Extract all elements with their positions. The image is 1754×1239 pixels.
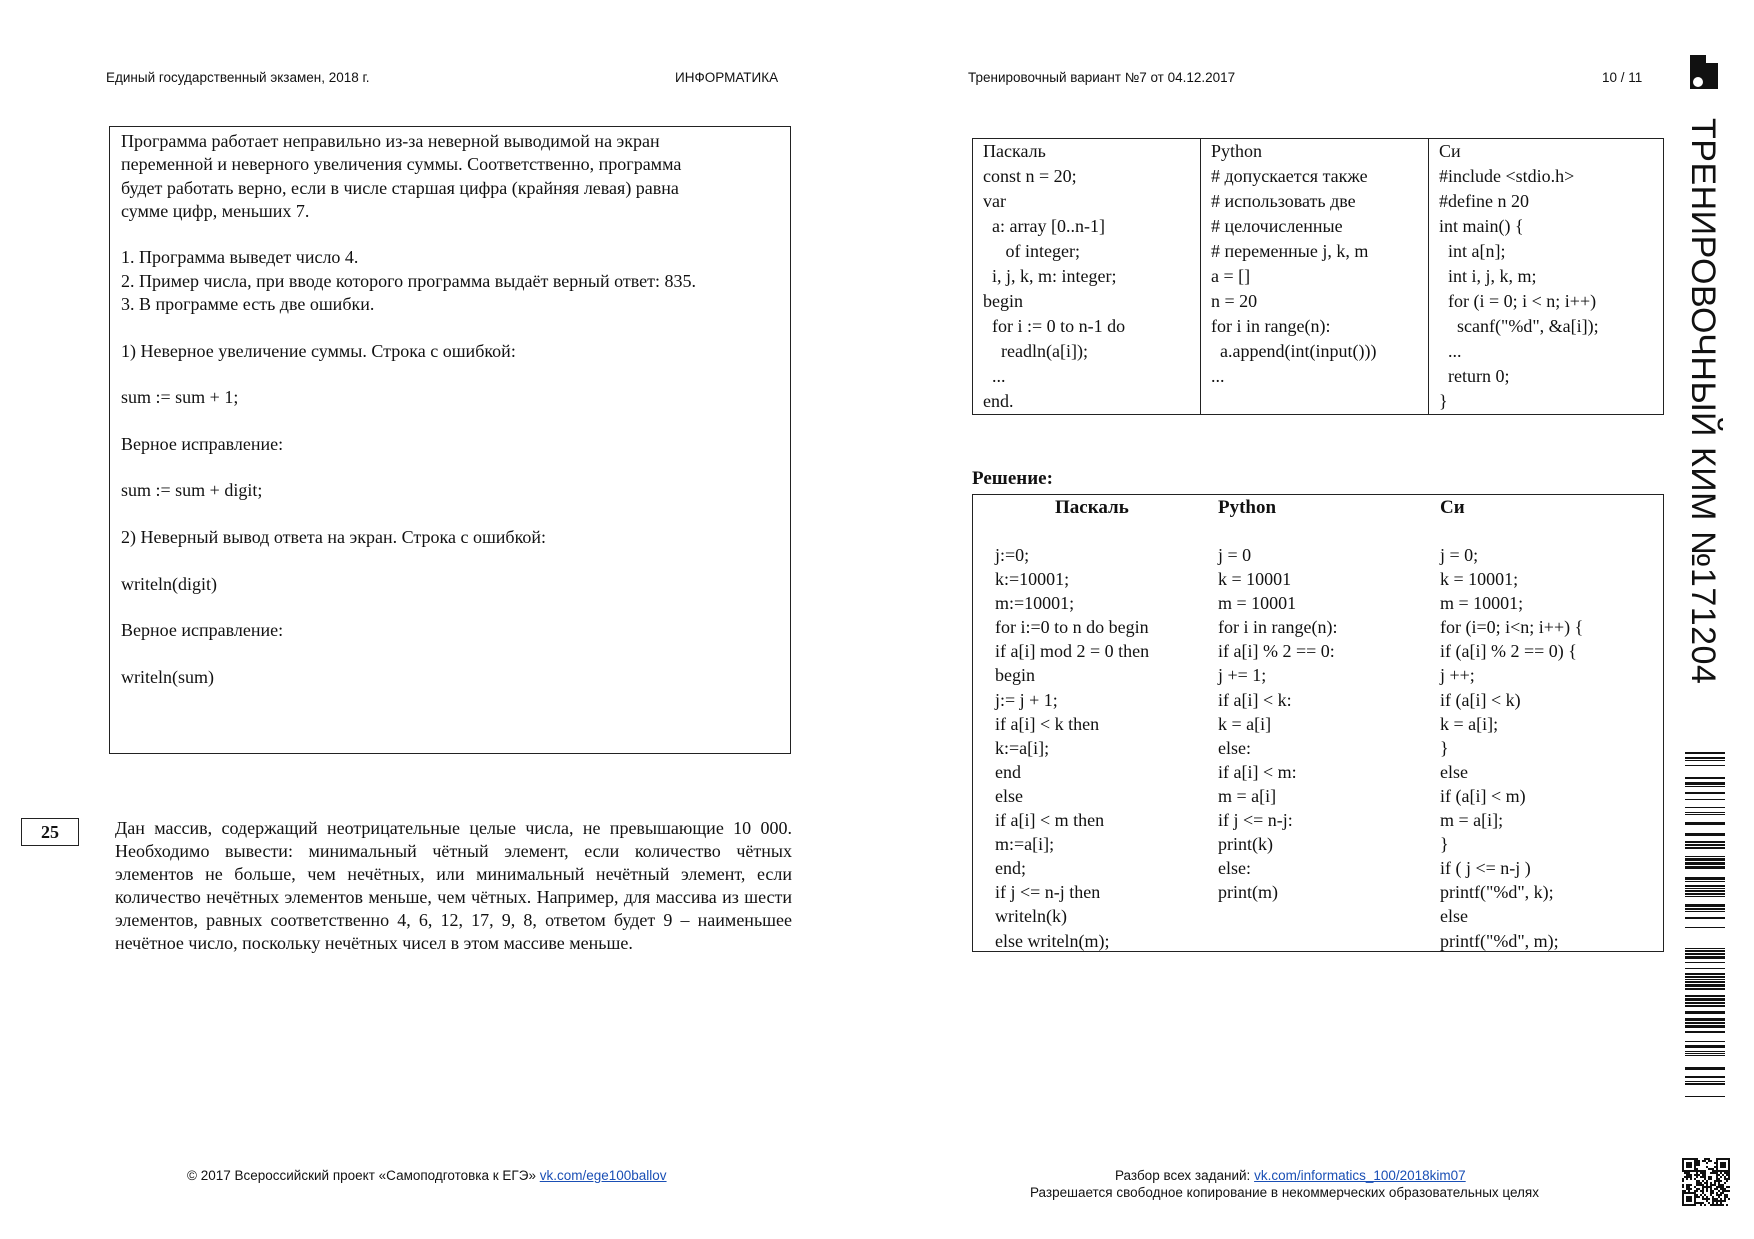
solution-pascal-line: begin bbox=[995, 665, 1035, 686]
pascal-template-line: Паскаль bbox=[983, 141, 1046, 161]
answer-line bbox=[121, 223, 779, 246]
solution-pascal-line: if a[i] mod 2 = 0 then bbox=[995, 641, 1150, 662]
pascal-template-line: var bbox=[983, 191, 1006, 211]
solution-pascal-line: m:=10001; bbox=[995, 593, 1075, 614]
solution-python-line: if a[i] < m: bbox=[1218, 761, 1297, 782]
solution-pascal-line: k:=10001; bbox=[995, 569, 1070, 590]
solution-python-column bbox=[1218, 495, 1337, 904]
answer-line: переменной и неверного увеличения суммы. Соответственно, программа bbox=[121, 154, 682, 175]
answer-line bbox=[121, 363, 779, 386]
solution-c-line: m = a[i]; bbox=[1440, 810, 1504, 831]
header-variant: Тренировочный вариант №7 от 04.12.2017 bbox=[968, 70, 1236, 85]
footer-copyright-text: © 2017 Всероссийский проект «Самоподготовка к ЕГЭ» bbox=[187, 1168, 536, 1183]
c-template-line: int a[n]; bbox=[1439, 241, 1506, 261]
solution-python-line: for i in range(n): bbox=[1218, 617, 1338, 638]
solution-label: Решение: bbox=[972, 468, 1053, 489]
solution-pascal-line: j:= j + 1; bbox=[995, 689, 1058, 710]
answer-line: sum := sum + 1; bbox=[121, 387, 239, 408]
pascal-template-line: for i := 0 to n-1 do bbox=[983, 316, 1126, 336]
answer-line: Программа работает неправильно из-за неверной выводимой на экран bbox=[121, 131, 660, 151]
solution-c-line: printf("%d", k); bbox=[1440, 882, 1554, 903]
header-page-number: 10 / 11 bbox=[1602, 70, 1643, 85]
answer-line: Верное исправление: bbox=[121, 620, 284, 641]
solution-pascal-line: writeln(k) bbox=[995, 906, 1067, 927]
solution-c-line: printf("%d", m); bbox=[1440, 930, 1559, 951]
answer-line: sum := sum + digit; bbox=[121, 480, 263, 501]
solution-python-line: if a[i] < k: bbox=[1218, 689, 1292, 710]
pascal-template-line: a: array [0..n-1] bbox=[983, 216, 1105, 236]
solution-pascal-line: if j <= n-j then bbox=[995, 882, 1101, 903]
answer-line bbox=[121, 596, 779, 619]
python-template-line: # использовать две bbox=[1211, 191, 1356, 211]
c-template-line: Си bbox=[1439, 141, 1461, 161]
pascal-template-line: i, j, k, m: integer; bbox=[983, 266, 1117, 286]
solution-python-line: j += 1; bbox=[1218, 665, 1267, 686]
footer-analysis bbox=[1115, 1168, 1466, 1183]
solution-pascal-line: k:=a[i]; bbox=[995, 737, 1050, 758]
solution-python-line: print(k) bbox=[1218, 834, 1273, 855]
solution-header-pascal: Паскаль bbox=[1055, 497, 1129, 518]
solution-pascal-line: m:=a[i]; bbox=[995, 834, 1055, 855]
c-template-cell bbox=[1429, 139, 1664, 415]
answer-line bbox=[121, 549, 779, 572]
c-template-line: } bbox=[1439, 391, 1448, 411]
answer-line: 1) Неверное увеличение суммы. Строка с ошибкой: bbox=[121, 340, 516, 361]
solution-pascal-line: if a[i] < m then bbox=[995, 810, 1105, 831]
answer-line: сумме цифр, меньших 7. bbox=[121, 200, 310, 221]
solution-c-line: m = 10001; bbox=[1440, 593, 1524, 614]
solution-c-line: } bbox=[1440, 834, 1449, 855]
c-template-line: scanf("%d", &a[i]); bbox=[1439, 316, 1599, 336]
python-template-line: n = 20 bbox=[1211, 291, 1258, 311]
solution-c-line: if (a[i] < m) bbox=[1440, 785, 1526, 806]
solution-c-line: j = 0; bbox=[1440, 545, 1479, 565]
answer-line: 2) Неверный вывод ответа на экран. Строка с ошибкой: bbox=[121, 527, 547, 548]
solution-pascal-line: end bbox=[995, 761, 1021, 782]
solution-python-line: else: bbox=[1218, 737, 1251, 758]
solution-c-line: if (a[i] < k) bbox=[1440, 689, 1521, 710]
task-statement: Дан массив, содержащий неотрицательные целые числа, не превышающие 10 000. Необходимо вывести: минимальный чётный элемент, если количество чётных элементов не больше, чем нечётных, или минимальный нечётный элемент, если количество нечётных элементов меньше, чем чётных. Например, для массива из шести элементов, равных соответственно 4, 6, 12, 17, 9, 8, ответом будет 9 – наименьшее нечётное число, поскольку нечётных чисел в этом массиве меньше. bbox=[115, 818, 792, 954]
solution-pascal-line: if a[i] < k then bbox=[995, 713, 1100, 734]
answer-line bbox=[121, 316, 779, 339]
footer-copyright bbox=[187, 1168, 667, 1183]
template-code-table bbox=[972, 138, 1664, 415]
pascal-template-line: const n = 20; bbox=[983, 166, 1077, 186]
solution-python-line: k = 10001 bbox=[1218, 569, 1292, 590]
task-number: 25 bbox=[21, 818, 79, 846]
answer-criteria-lines bbox=[121, 130, 779, 689]
pascal-template-line: ... bbox=[983, 366, 1006, 386]
solution-python-line: if a[i] % 2 == 0: bbox=[1218, 641, 1335, 662]
answer-line bbox=[121, 410, 779, 433]
solution-pascal-line: for i:=0 to n do begin bbox=[995, 617, 1149, 638]
solution-pascal-line: end; bbox=[995, 858, 1026, 879]
solution-c-line: if ( j <= n-j ) bbox=[1440, 858, 1531, 879]
vertical-title-text: ТРЕНИРОВОЧНЫЙ КИМ №171204 bbox=[1684, 118, 1722, 685]
solution-pascal-line: else bbox=[995, 785, 1023, 806]
solution-python-line: else: bbox=[1218, 858, 1251, 879]
answer-line bbox=[121, 643, 779, 666]
answer-line: Верное исправление: bbox=[121, 433, 284, 454]
python-template-line: for i in range(n): bbox=[1211, 316, 1331, 336]
solution-python-line: print(m) bbox=[1218, 882, 1278, 903]
solution-header-c: Си bbox=[1440, 497, 1465, 518]
c-template-line: #define n 20 bbox=[1439, 191, 1529, 211]
c-template-line: ... bbox=[1439, 341, 1462, 361]
solution-python-line: m = a[i] bbox=[1218, 785, 1277, 806]
solution-code-table bbox=[972, 494, 1664, 952]
answer-line: writeln(digit) bbox=[121, 573, 217, 594]
c-template-line: int i, j, k, m; bbox=[1439, 266, 1537, 286]
solution-c-line: for (i=0; i<n; i++) { bbox=[1440, 617, 1584, 638]
header-exam: Единый государственный экзамен, 2018 г. bbox=[106, 70, 370, 85]
solution-c-column bbox=[1440, 495, 1583, 953]
footer-analysis-link[interactable]: vk.com/informatics_100/2018kim07 bbox=[1254, 1168, 1466, 1183]
answer-line bbox=[121, 503, 779, 526]
python-template-line: # переменные j, k, m bbox=[1211, 241, 1369, 261]
c-template-line: #include <stdio.h> bbox=[1439, 166, 1575, 186]
solution-pascal-line: else writeln(m); bbox=[995, 930, 1110, 951]
pascal-template-line: readln(a[i]); bbox=[983, 341, 1088, 361]
solution-python-line: m = 10001 bbox=[1218, 593, 1297, 614]
c-template-line: for (i = 0; i < n; i++) bbox=[1439, 291, 1597, 311]
qr-code-icon bbox=[1682, 1158, 1730, 1206]
pascal-template-line: end. bbox=[983, 391, 1014, 411]
solution-c-line: k = a[i]; bbox=[1440, 713, 1499, 734]
answer-line: 1. Программа выведет число 4. bbox=[121, 247, 359, 268]
answer-line: writeln(sum) bbox=[121, 666, 214, 687]
footer-copyright-link[interactable]: vk.com/ege100ballov bbox=[539, 1168, 667, 1183]
answer-line: 3. В программе есть две ошибки. bbox=[121, 294, 375, 315]
python-template-line: a = [] bbox=[1211, 266, 1251, 286]
python-template-line: a.append(int(input())) bbox=[1211, 341, 1377, 361]
footer-analysis-label: Разбор всех заданий: bbox=[1115, 1168, 1251, 1183]
solution-header-python: Python bbox=[1218, 497, 1277, 518]
pascal-template-line: begin bbox=[983, 291, 1023, 311]
vertical-title bbox=[1684, 118, 1722, 718]
solution-pascal-column bbox=[995, 495, 1149, 953]
barcode-icon bbox=[1685, 752, 1725, 1102]
pascal-template-cell bbox=[973, 139, 1201, 415]
footer-license: Разрешается свободное копирование в некоммерческих образовательных целях bbox=[1030, 1185, 1539, 1200]
answer-criteria-box bbox=[109, 126, 791, 754]
answer-line bbox=[121, 456, 779, 479]
header-subject: ИНФОРМАТИКА bbox=[675, 70, 779, 85]
solution-c-line: else bbox=[1440, 761, 1468, 782]
solution-c-line: k = 10001; bbox=[1440, 569, 1519, 590]
logo-icon bbox=[1690, 55, 1718, 89]
answer-line: 2. Пример числа, при вводе которого программа выдаёт верный ответ: 835. bbox=[121, 270, 696, 291]
python-template-line: ... bbox=[1211, 366, 1225, 386]
c-template-line: int main() { bbox=[1439, 216, 1524, 236]
solution-python-line: if j <= n-j: bbox=[1218, 810, 1293, 831]
answer-line: будет работать верно, если в числе старшая цифра (крайняя левая) равна bbox=[121, 177, 679, 198]
python-template-line: Python bbox=[1211, 141, 1263, 161]
c-template-line: return 0; bbox=[1439, 366, 1510, 386]
solution-c-line: else bbox=[1440, 906, 1468, 927]
python-template-line: # целочисленные bbox=[1211, 216, 1343, 236]
solution-pascal-line: j:=0; bbox=[995, 545, 1030, 565]
python-template-cell bbox=[1201, 139, 1429, 415]
solution-c-line: } bbox=[1440, 737, 1449, 758]
solution-python-line: k = a[i] bbox=[1218, 713, 1272, 734]
solution-python-line: j = 0 bbox=[1218, 545, 1252, 565]
python-template-line: # допускается также bbox=[1211, 166, 1368, 186]
pascal-template-line: of integer; bbox=[983, 241, 1080, 261]
solution-c-line: j ++; bbox=[1440, 665, 1475, 686]
solution-c-line: if (a[i] % 2 == 0) { bbox=[1440, 641, 1577, 662]
